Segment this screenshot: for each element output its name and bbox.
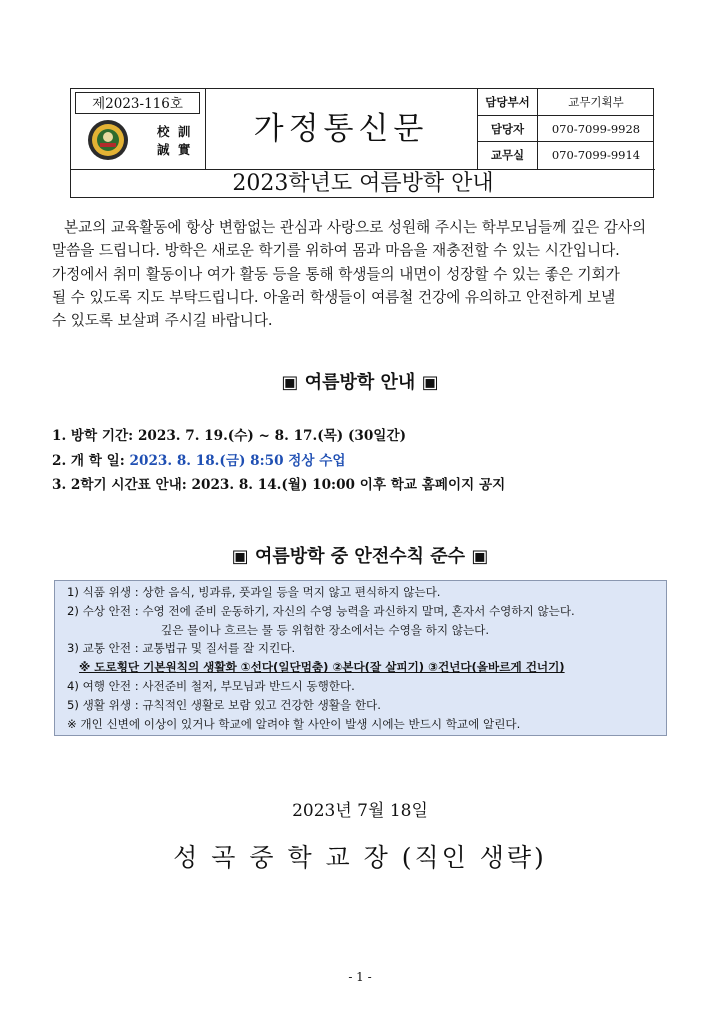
safety-rules-box: [54, 580, 667, 736]
contact-row: [478, 116, 654, 143]
header-top-row: [71, 89, 655, 169]
contact-key: 교무실: [478, 142, 538, 169]
item-value-highlight: 2023. 8. 18.(금) 8:50 정상 수업: [129, 452, 346, 469]
contact-table: [477, 89, 655, 169]
school-motto: [157, 123, 192, 159]
school-emblem-icon: [87, 119, 129, 161]
square-bullet-icon: ▣: [471, 546, 489, 567]
motto-label: 校 訓: [157, 124, 193, 139]
item-label: 1. 방학 기간:: [52, 428, 138, 444]
intro-line: 될 수 있도록 지도 부탁드립니다. 아울러 학생들이 여름철 건강에 유의하고 안전하게 보낼: [52, 288, 616, 306]
intro-line: 말씀을 드립니다. 방학은 새로운 학기를 위하여 몸과 마음을 재충전할 수 있는 시간입니다.: [52, 242, 620, 260]
header-left-cell: [71, 89, 206, 169]
issue-date: 2023년 7월 18일: [292, 801, 428, 821]
item-label: 2. 개 학 일:: [52, 452, 130, 469]
section-title-safety: [0, 542, 720, 568]
rule-line: 3) 교통 안전 : 교통법규 및 질서를 잘 지킨다.: [67, 641, 296, 656]
rule-line: 4) 여행 안전 : 사전준비 철저, 부모님과 반드시 동행한다.: [67, 678, 355, 693]
contact-value: 070-7099-9928: [551, 121, 641, 136]
item-value: 2023. 7. 19.(수) ~ 8. 17.(목) (30일간): [137, 428, 407, 444]
intro-line: 가정에서 취미 활동이나 여가 활동 등을 통해 학생들의 내면이 성장할 수 있는 좋은 기회가: [52, 265, 620, 283]
contact-value: 070-7099-9914: [551, 148, 641, 163]
rule-line-emphasis: ※ 도로횡단 기본원칙의 생활화 ①선다(일단멈춤) ②본다(잘 살피기) ③건넌다(올바르게 건너기): [79, 660, 565, 675]
motto-value: 誠 實: [157, 142, 193, 157]
item-label: 3. 2학기 시간표 안내:: [52, 477, 192, 493]
letter-header: [70, 88, 654, 198]
rule-line: 5) 생활 위생 : 규칙적인 생활로 보람 있고 건강한 생활을 한다.: [67, 697, 381, 712]
rule-line: 2) 수상 안전 : 수영 전에 준비 운동하기, 자신의 수영 능력을 과신하지 말며, 혼자서 수영하지 않는다.: [67, 603, 575, 618]
contact-key: 담당부서: [478, 89, 538, 115]
intro-line: 수 있도록 보살펴 주시길 바랍니다.: [52, 312, 273, 330]
list-item: [52, 424, 672, 449]
principal-signature: 성 곡 중 학 교 장 (직인 생략): [173, 843, 547, 872]
rule-line: 깊은 물이나 흐르는 물 등 위험한 장소에서는 수영을 하지 않는다.: [161, 622, 490, 637]
square-bullet-icon: ▣: [281, 372, 299, 393]
rule-line: ※ 개인 신변에 이상이 있거나 학교에 알려야 할 사안이 발생 시에는 반드시 학교에 알린다.: [67, 716, 521, 731]
list-item: [52, 473, 672, 498]
intro-line: 본교의 교육활동에 항상 변함없는 관심과 사랑으로 성원해 주시는 학부모님들께 깊은 감사의: [64, 219, 647, 236]
square-bullet-icon: ▣: [231, 546, 249, 567]
document-title: 가정통신문: [253, 111, 429, 147]
contact-key: 담당자: [478, 116, 538, 142]
item-value: 2023. 8. 14.(월) 10:00 이후 학교 홈페이지 공지: [191, 477, 506, 493]
square-bullet-icon: ▣: [421, 372, 439, 393]
contact-value: 교무기획부: [568, 95, 624, 109]
contact-row: [478, 142, 654, 169]
rule-line: 1) 식품 위생 : 상한 음식, 빙과류, 풋과일 등을 먹지 않고 편식하지 않는다.: [67, 585, 441, 599]
contact-row: [478, 89, 654, 116]
page-number: - 1 -: [348, 970, 372, 984]
section-title-vacation: [0, 368, 720, 394]
vacation-info-list: [52, 424, 672, 498]
issue-number: 제2023-116호: [75, 92, 200, 114]
section-title-text: 여름방학 중 안전수칙 준수: [254, 546, 466, 567]
section-title-text: 여름방학 안내: [304, 372, 416, 393]
document-subtitle: 2023학년도 여름방학 안내: [71, 169, 655, 197]
intro-paragraph: [52, 216, 672, 332]
list-item: [52, 449, 672, 474]
